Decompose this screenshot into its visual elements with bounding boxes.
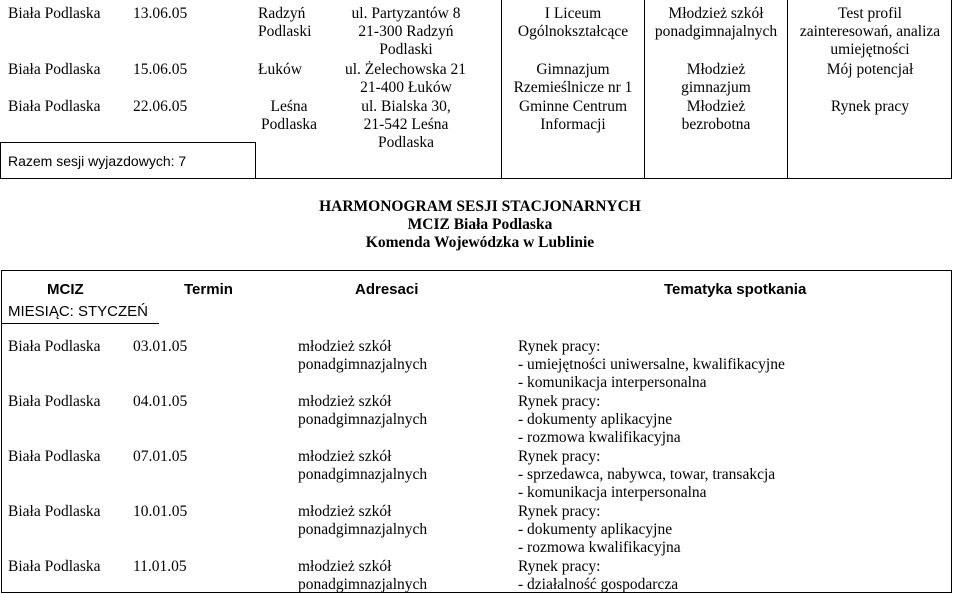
institution-cell: Rzemieślnicze nr 1 bbox=[513, 79, 633, 96]
topic-cell: - sprzedawca, nabywca, towar, transakcja bbox=[518, 466, 776, 483]
city-cell: Biała Podlaska bbox=[8, 98, 101, 115]
address-cell: 21-400 Łuków bbox=[360, 79, 452, 96]
institution-cell: Ogólnokształcące bbox=[517, 23, 629, 40]
audience-cell: Młodzież bbox=[686, 61, 746, 78]
topic-cell: Rynek pracy: bbox=[518, 338, 601, 355]
place-cell: Łuków bbox=[258, 61, 302, 78]
topic-cell: - umiejętności uniwersalne, kwalifikacyjne bbox=[518, 356, 785, 373]
date-cell: 13.06.05 bbox=[133, 5, 188, 22]
place-cell: Podlaski bbox=[258, 23, 312, 40]
address-cell: Podlaska bbox=[378, 134, 434, 151]
audience-cell: młodzież szkół bbox=[298, 558, 392, 575]
audience-cell: ponadgimnazjalnych bbox=[298, 466, 428, 483]
document-subtitle: Komenda Wojewódzka w Lublinie bbox=[365, 234, 595, 251]
audience-cell: ponadgimnazjalnych bbox=[298, 521, 428, 538]
topic-cell: Mój potencjał bbox=[826, 61, 914, 78]
topic-cell: - rozmowa kwalifikacyjna bbox=[518, 429, 681, 446]
audience-cell: ponadgimnazjalnych bbox=[298, 576, 428, 593]
topic-cell: Rynek pracy: bbox=[518, 393, 601, 410]
topic-cell: - komunikacja interpersonalna bbox=[518, 374, 707, 391]
audience-cell: młodzież szkół bbox=[298, 338, 392, 355]
audience-cell: młodzież szkół bbox=[298, 503, 392, 520]
topic-cell: Rynek pracy: bbox=[518, 503, 601, 520]
topic-cell: - działalność gospodarcza bbox=[518, 576, 679, 593]
document-subtitle: MCIZ Biała Podlaska bbox=[407, 216, 553, 233]
date-cell: 07.01.05 bbox=[133, 448, 188, 465]
address-cell: ul. Partyzantów 8 bbox=[351, 5, 461, 22]
address-cell: 21-542 Leśna bbox=[363, 116, 449, 133]
date-cell: 22.06.05 bbox=[133, 98, 188, 115]
mciz-cell: Biała Podlaska bbox=[8, 558, 101, 575]
month-underline bbox=[1, 323, 159, 324]
audience-cell: ponadgimnazjalnych bbox=[298, 411, 428, 428]
mciz-cell: Biała Podlaska bbox=[8, 393, 101, 410]
topic-cell: zainteresowań, analiza bbox=[799, 23, 941, 40]
institution-cell: Gminne Centrum bbox=[518, 98, 628, 115]
date-cell: 15.06.05 bbox=[133, 61, 188, 78]
mciz-cell: Biała Podlaska bbox=[8, 338, 101, 355]
date-cell: 04.01.05 bbox=[133, 393, 188, 410]
column-header-tematyka: Tematyka spotkania bbox=[664, 281, 807, 298]
topic-cell: - rozmowa kwalifikacyjna bbox=[518, 539, 681, 556]
mciz-cell: Biała Podlaska bbox=[8, 503, 101, 520]
topic-cell: - komunikacja interpersonalna bbox=[518, 484, 707, 501]
topic-cell: Rynek pracy: bbox=[518, 558, 601, 575]
place-cell: Podlaska bbox=[261, 116, 317, 133]
address-cell: ul. Bialska 30, bbox=[361, 98, 451, 115]
document-title: HARMONOGRAM SESJI STACJONARNYCH bbox=[319, 198, 641, 215]
institution-cell: Gimnazjum bbox=[536, 61, 610, 78]
audience-cell: Młodzież szkół bbox=[668, 5, 764, 22]
address-cell: Podlaski bbox=[379, 41, 433, 58]
institution-cell: Informacji bbox=[540, 116, 606, 133]
place-cell: Radzyń bbox=[258, 5, 306, 22]
city-cell: Biała Podlaska bbox=[8, 61, 101, 78]
column-header-termin: Termin bbox=[184, 281, 233, 298]
audience-cell: młodzież szkół bbox=[298, 448, 392, 465]
topic-cell: umiejętności bbox=[830, 41, 910, 58]
date-cell: 03.01.05 bbox=[133, 338, 188, 355]
mciz-cell: Biała Podlaska bbox=[8, 448, 101, 465]
column-header-mciz: MCIZ bbox=[47, 281, 84, 298]
column-header-adresaci: Adresaci bbox=[355, 281, 419, 298]
date-cell: 11.01.05 bbox=[133, 558, 187, 575]
date-cell: 10.01.05 bbox=[133, 503, 188, 520]
address-cell: 21-300 Radzyń bbox=[358, 23, 454, 40]
topic-cell: Rynek pracy: bbox=[518, 448, 601, 465]
audience-cell: ponadgimnajalnych bbox=[654, 23, 778, 40]
audience-cell: młodzież szkół bbox=[298, 393, 392, 410]
topic-cell: Test profil bbox=[838, 5, 902, 22]
place-cell: Leśna bbox=[270, 98, 308, 115]
summary-text: Razem sesji wyjazdowych: 7 bbox=[8, 153, 187, 169]
institution-cell: I Liceum bbox=[544, 5, 602, 22]
audience-cell: bezrobotna bbox=[681, 116, 751, 133]
address-cell: ul. Żelechowska 21 bbox=[345, 61, 466, 78]
topic-cell: - dokumenty aplikacyjne bbox=[518, 521, 673, 538]
audience-cell: Młodzież bbox=[686, 98, 746, 115]
topic-cell: Rynek pracy bbox=[830, 98, 910, 115]
city-cell: Biała Podlaska bbox=[8, 5, 101, 22]
month-label: MIESIĄC: STYCZEŃ bbox=[8, 303, 149, 320]
topic-cell: - dokumenty aplikacyjne bbox=[518, 411, 673, 428]
audience-cell: ponadgimnazjalnych bbox=[298, 356, 428, 373]
audience-cell: gimnazjum bbox=[681, 79, 751, 96]
